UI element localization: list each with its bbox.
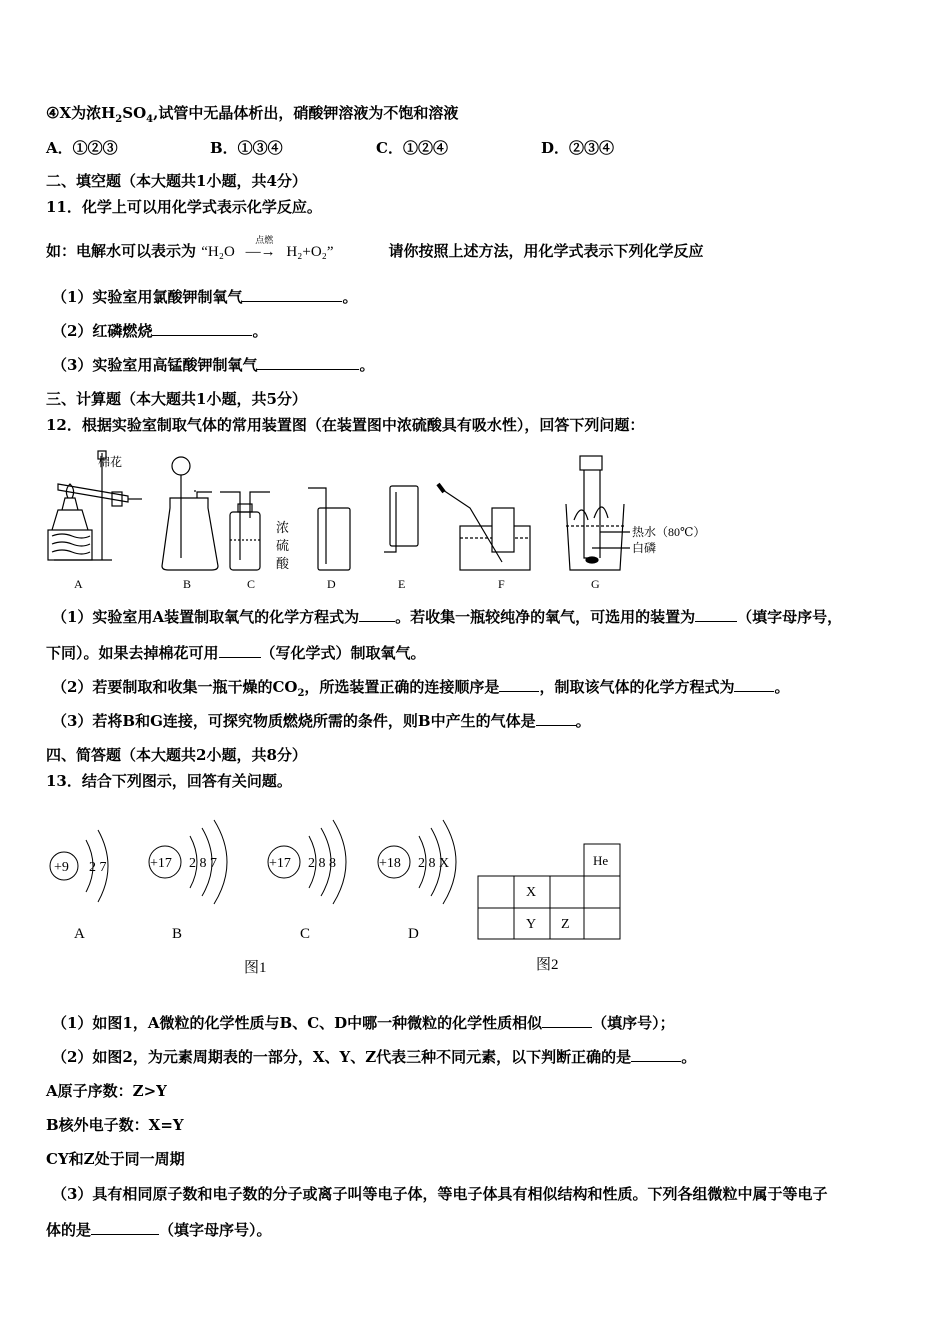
apparatus-label-e: E (398, 577, 406, 591)
label-hot-water: 热水（80℃） (632, 525, 706, 539)
q12-part2: （2）若要制取和收集一瓶干燥的$CO_2$，所选装置正确的连接顺序是 ，制取该气体的化学方程式为 。 (52, 678, 790, 699)
answer-blank[interactable] (695, 607, 737, 622)
q12-stem: 12．根据实验室制取气体的常用装置图（在装置图中浓硫酸具有吸水性），回答下列问题： (46, 416, 645, 434)
q10-option-c: C．①②④ (376, 139, 448, 157)
apparatus-label-g: G (591, 577, 600, 591)
atom-d-label: D (408, 926, 419, 942)
apparatus-label-d: D (327, 577, 336, 591)
q13-option-c: CY和Z处于同一周期 (46, 1150, 185, 1168)
atom-a-shells: 2 7 (89, 860, 107, 875)
atom-c-nucleus: +17 (269, 856, 291, 871)
q10-option-b: B．①③④ (210, 139, 283, 157)
atom-c-label: C (300, 926, 311, 942)
equation-condition: 点燃 (255, 235, 274, 245)
figure-1-atoms (44, 800, 474, 980)
q11-stem: 11．化学上可以用化学式表示化学反应。 (46, 198, 322, 216)
q12-part3: （3）若将B和G连接，可探究物质燃烧所需的条件，则B中产生的气体是 。 (52, 712, 591, 730)
section-3-heading: 三、计算题（本大题共1小题，共5分） (46, 390, 307, 408)
apparatus-g (566, 456, 630, 570)
q10-option-a: A．①②③ (46, 139, 118, 157)
apparatus-d (308, 488, 350, 570)
q13-part3-line2: 体的是 （填字母序号）。 (46, 1221, 272, 1239)
apparatus-label-c: C (247, 577, 256, 591)
apparatus-label-f: F (498, 577, 505, 591)
cell-he: He (593, 853, 609, 868)
atom-b-nucleus: +17 (150, 856, 172, 871)
answer-blank[interactable] (536, 711, 576, 726)
q13-stem: 13．结合下列图示，回答有关问题。 (46, 772, 292, 790)
q10-item4: ④X为浓$H_2SO_4$,试管中无晶体析出，硝酸钾溶液为不饱和溶液 (46, 104, 459, 125)
answer-blank[interactable] (734, 677, 774, 692)
atom-a-label: A (74, 926, 85, 942)
q13-option-b: B核外电子数：X=Y (46, 1116, 184, 1134)
section-4-heading: 四、简答题（本大题共2小题，共8分） (46, 746, 307, 764)
q11-part1: （1）实验室用氯酸钾制氧气 。 (52, 288, 358, 306)
answer-blank[interactable] (631, 1047, 681, 1062)
apparatus-b (162, 457, 218, 570)
cell-z: Z (561, 917, 570, 932)
figure-2-periodic-table (476, 842, 626, 977)
answer-blank[interactable] (91, 1220, 159, 1235)
figure-1-caption: 图1 (244, 960, 267, 976)
q13-part1: （1）如图1，A微粒的化学性质与B、C、D中哪一种微粒的化学性质相似 （填序号）； (52, 1014, 675, 1032)
label-white-phosphorus: 白磷 (632, 541, 657, 555)
q11-part3: （3）实验室用高锰酸钾制氧气 。 (52, 356, 375, 374)
label-cotton: 棉花 (98, 455, 123, 469)
cell-y: Y (526, 917, 537, 932)
apparatus-label-b: B (183, 577, 192, 591)
answer-blank[interactable] (257, 355, 359, 370)
q12-part1-line1: （1）实验室用A装置制取氧气的化学方程式为 。若收集一瓶较纯净的氧气，可选用的装置为 （填字母序号， (52, 608, 843, 626)
label-acid-1: 浓 (276, 520, 290, 535)
answer-blank[interactable] (219, 643, 261, 658)
q10-option-d: D．②③④ (541, 139, 615, 157)
apparatus-label-a: A (74, 577, 83, 591)
q13-option-a: A原子序数：Z>Y (46, 1082, 167, 1100)
equation-arrow: ―→ (245, 244, 276, 260)
atom-a-nucleus: +9 (54, 860, 69, 875)
cell-x: X (526, 885, 537, 900)
atom-d-shells: 2 8 X (418, 856, 450, 871)
q11-example: 如：电解水可以表示为 “H₂O 点燃 ―→ H₂+O₂” 请你按照上述方法，用化学式表示下列化学反应 (46, 241, 704, 262)
q13-part2: （2）如图2，为元素周期表的一部分，X、Y、Z代表三种不同元素，以下判断正确的是 。 (52, 1048, 697, 1066)
atom-b-label: B (172, 926, 183, 942)
apparatus-figure (40, 448, 720, 598)
figure-2-caption: 图2 (536, 957, 559, 973)
electrolysis-equation: “H₂O 点燃 ―→ H₂+O₂” (201, 242, 383, 262)
answer-blank[interactable] (499, 677, 539, 692)
apparatus-e (384, 486, 418, 552)
apparatus-a (48, 451, 142, 560)
answer-blank[interactable] (152, 321, 252, 336)
q13-part3-line1: （3）具有相同原子数和电子数的分子或离子叫等电子体，等电子体具有相似结构和性质。下列各组微粒中属于等电子 (52, 1185, 828, 1203)
atom-d-nucleus: +18 (379, 856, 401, 871)
apparatus-c (220, 492, 270, 570)
label-acid-3: 酸 (276, 556, 290, 571)
atom-b-shells: 2 8 7 (189, 856, 217, 871)
answer-blank[interactable] (542, 1013, 592, 1028)
section-2-heading: 二、填空题（本大题共1小题，共4分） (46, 172, 307, 190)
atom-c-shells: 2 8 8 (308, 856, 336, 871)
q11-part2: （2）红磷燃烧 。 (52, 322, 268, 340)
label-acid-2: 硫 (276, 538, 290, 553)
q12-part1-line2: 下同）。如果去掉棉花可用 （写化学式）制取氧气。 (46, 644, 426, 662)
answer-blank[interactable] (359, 607, 395, 622)
apparatus-f (438, 484, 530, 570)
answer-blank[interactable] (242, 287, 342, 302)
